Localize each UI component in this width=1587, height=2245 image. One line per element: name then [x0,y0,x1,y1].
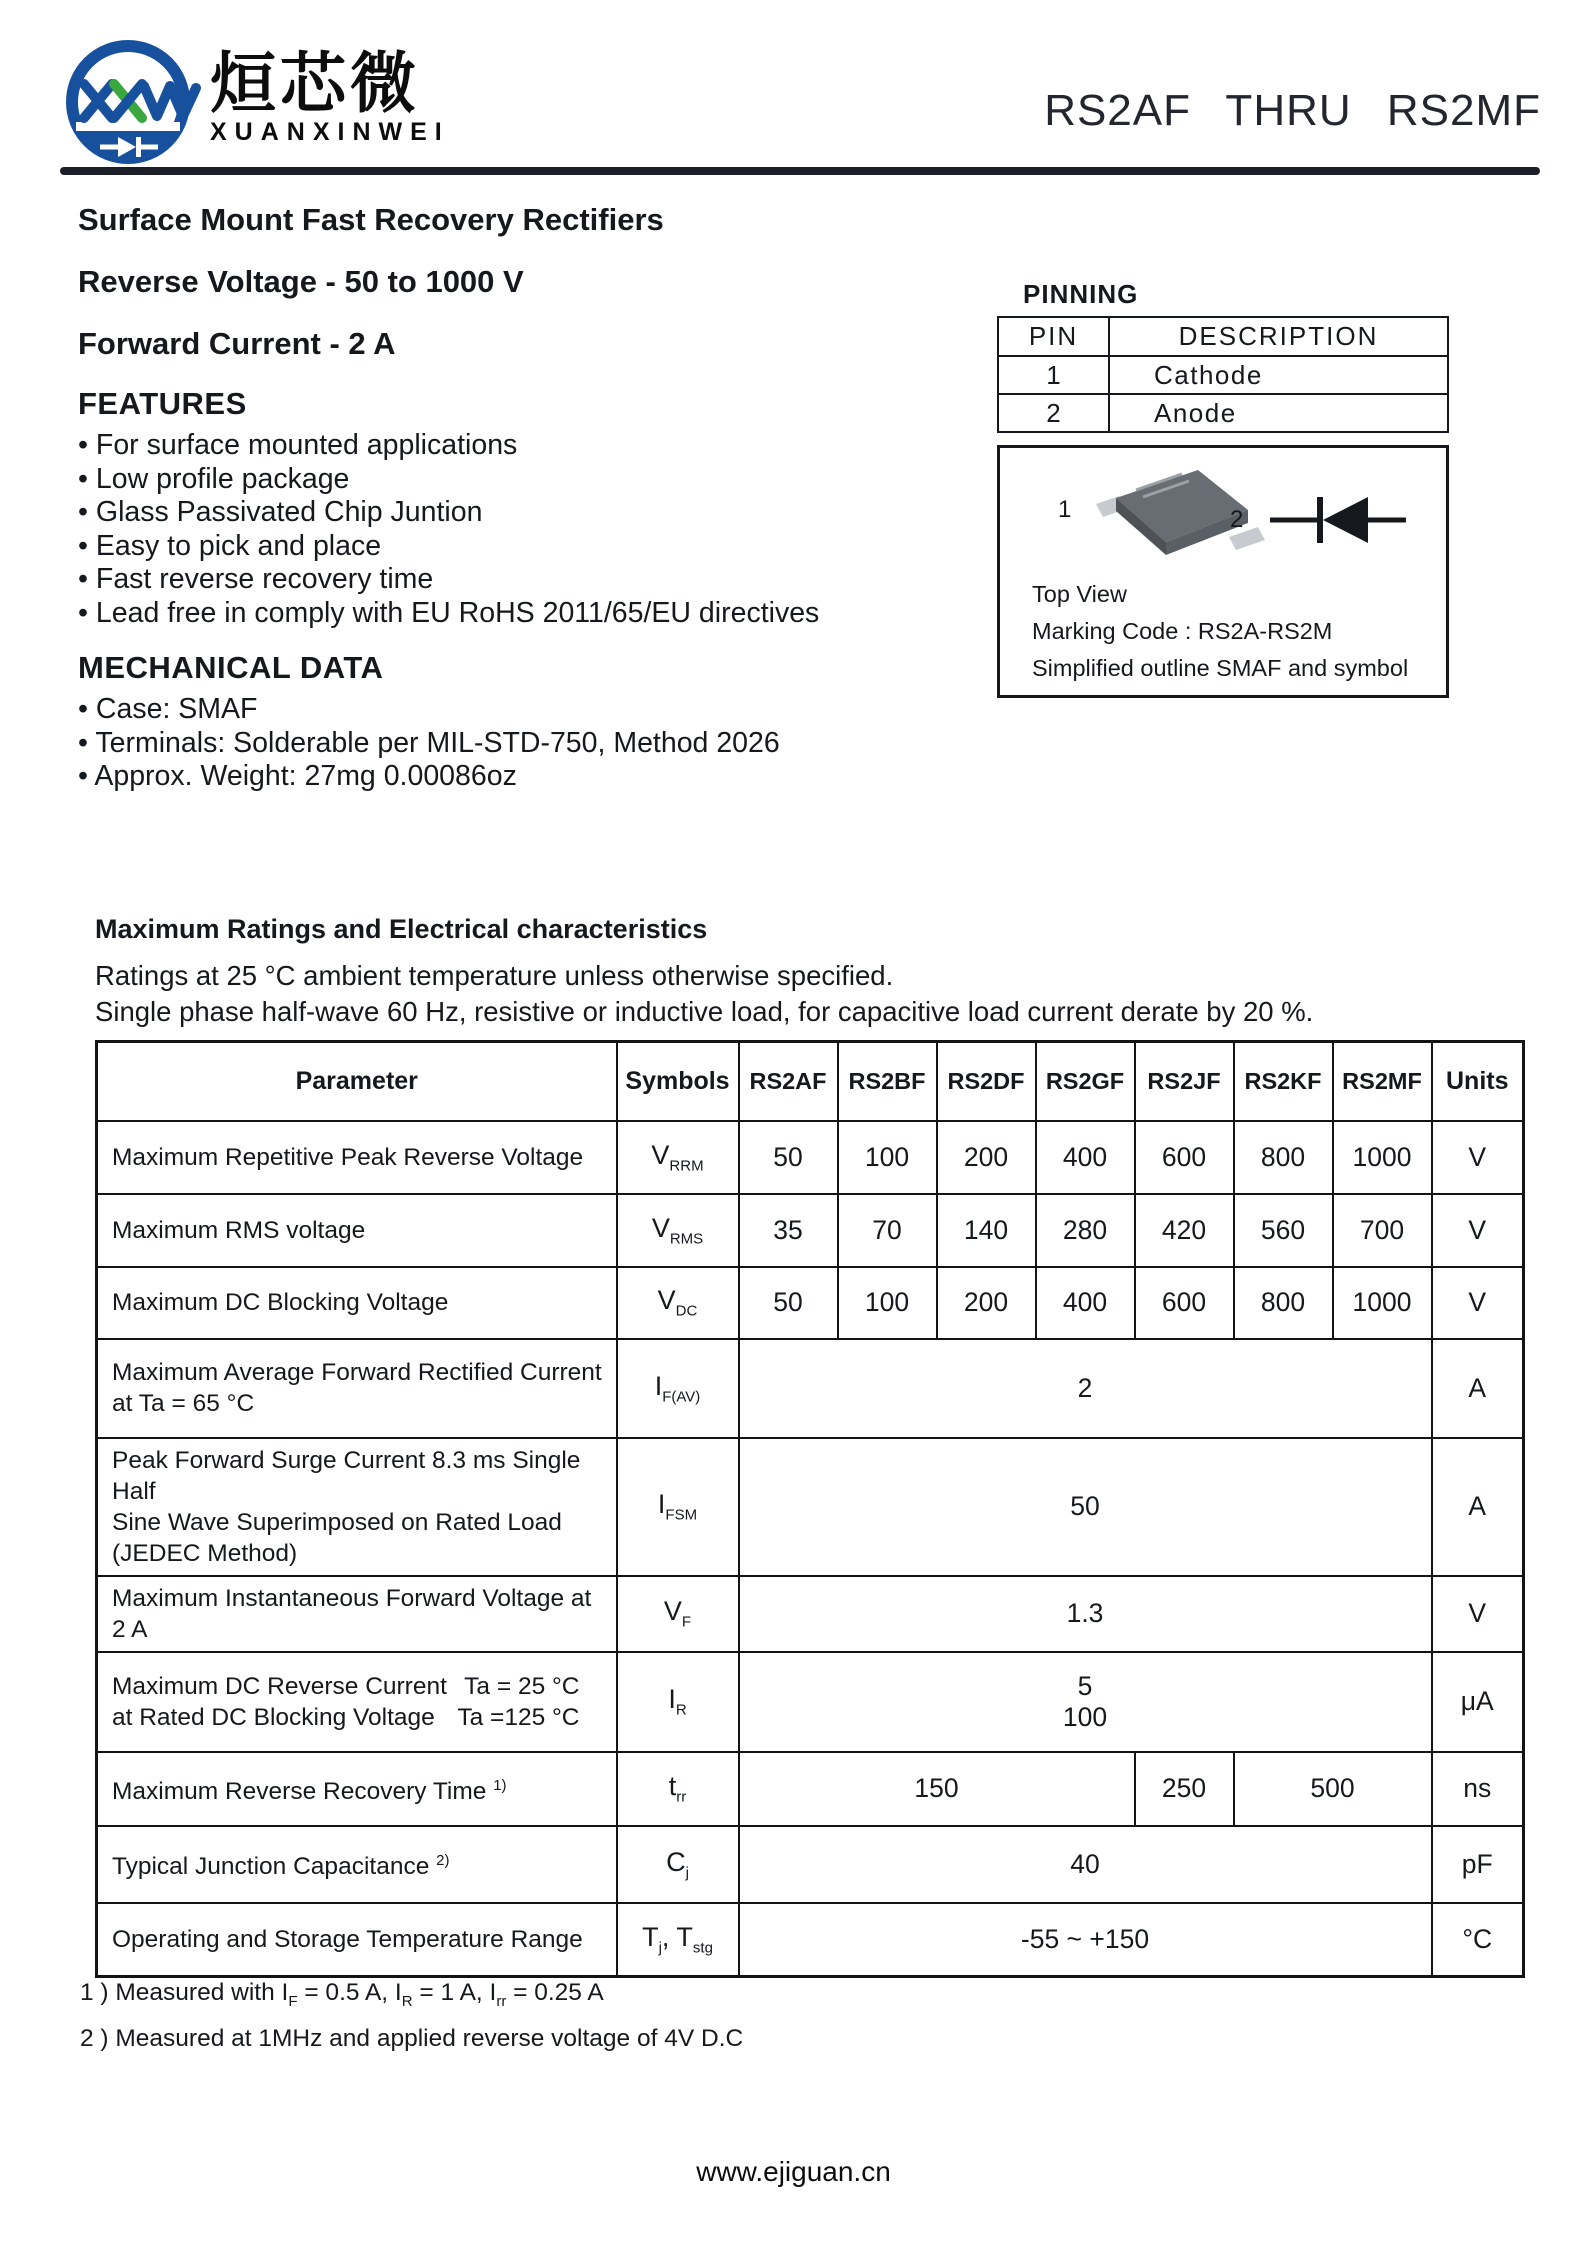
value-cell: 40 [739,1826,1432,1903]
col-header-symbols: Symbols [617,1042,739,1121]
package-note-marking-code: Marking Code : RS2A-RS2M [1032,618,1333,644]
package-note-outline: Simplified outline SMAF and symbol [1032,655,1409,681]
value-cell: 1.3 [739,1576,1432,1652]
value-cell: 1000 [1333,1267,1432,1339]
ratings-note: Single phase half-wave 60 Hz, resistive or inductive load, for capacitive load current derate by 20 %. [95,996,1314,1027]
footnotes [80,1974,743,2057]
feature-item: • Glass Passivated Chip Juntion [78,496,819,530]
param-cell [97,1826,617,1903]
unit-cell: pF [1432,1826,1524,1903]
ratings-intro [95,914,1313,1030]
param-cell [97,1194,617,1267]
brand-name-cn: 烜芯微 [210,46,420,120]
brand-logo [60,34,450,172]
param-text: Maximum DC Reverse Current Ta = 25 °C [112,1672,580,1700]
param-text: at Rated DC Blocking Voltage Ta =125 °C [112,1703,580,1731]
summary-line: Reverse Voltage - 50 to 1000 V [78,264,524,299]
symbol-cell: $I_{FSM}$ [617,1438,739,1576]
pinning-row [998,394,1448,432]
mechanical-item: • Case: SMAF [78,693,780,727]
col-header-part: RS2KF [1234,1042,1333,1121]
pinning-heading: PINNING [1023,279,1139,309]
features-heading: FEATURES [78,386,247,421]
value-cell: 200 [937,1121,1036,1194]
param-text: at Ta = 65 °C [112,1390,255,1417]
product-summary [78,202,664,388]
symbol-cell: $t_{rr}$ [617,1752,739,1826]
param-text: Maximum Reverse Recovery Time [112,1778,487,1806]
value-cell: 400 [1036,1121,1135,1194]
value-cell: 50 [739,1121,838,1194]
value-cell: 600 [1135,1121,1234,1194]
feature-item: • Lead free in comply with EU RoHS 2011/65/EU directives [78,597,819,631]
value-cell: 50 [739,1438,1432,1576]
pinning-row [998,356,1448,394]
features-list [78,429,819,630]
value-cell: 250 [1135,1752,1234,1826]
value-cell: 500 [1234,1752,1432,1826]
pin-column-header: PIN [998,317,1109,356]
param-cell [97,1267,617,1339]
unit-cell: A [1432,1438,1524,1576]
value-cell: 200 [937,1267,1036,1339]
param-cell [97,1576,617,1652]
value-cell: 100 [838,1121,937,1194]
value-cell: 420 [1135,1194,1234,1267]
pin-description: Anode [1109,394,1448,432]
symbol-cell: $T_j$, $T_{stg}$ [617,1903,739,1977]
param-text: Peak Forward Surge Current 8.3 ms Single Half [112,1446,581,1505]
col-header-part: RS2DF [937,1042,1036,1121]
symbol-cell: $I_R$ [617,1652,739,1752]
param-text: Typical Junction Capacitance [112,1853,430,1881]
feature-item: • For surface mounted applications [78,429,819,463]
ratings-heading: Maximum Ratings and Electrical characteristics [95,914,708,944]
value-cell: 5 100 [739,1652,1432,1752]
feature-item: • Easy to pick and place [78,530,819,564]
table-row-vrms [97,1194,1524,1267]
param-text: Maximum Instantaneous Forward Voltage at 2 A [112,1584,592,1643]
unit-cell: V [1432,1121,1524,1194]
description-column-header: DESCRIPTION [1109,317,1448,356]
col-header-part: RS2BF [838,1042,937,1121]
param-cell [97,1438,617,1576]
col-header-part: RS2JF [1135,1042,1234,1121]
value-cell: 50 [739,1267,838,1339]
pin-description: Cathode [1109,356,1448,394]
value-cell: 800 [1234,1267,1333,1339]
param-cell [97,1339,617,1438]
table-row-ifav [97,1339,1524,1438]
value-cell: 2 [739,1339,1432,1438]
footer-url: www.ejiguan.cn [696,2156,891,2187]
package-note-top-view: Top View [1032,581,1127,607]
mechanical-data-section [78,650,780,794]
value-cell: 70 [838,1194,937,1267]
diode-symbol-icon [1270,492,1406,548]
value-cell: 150 [739,1752,1135,1826]
value-cell: 600 [1135,1267,1234,1339]
value-cell: 400 [1036,1267,1135,1339]
brand-name-en: XUANXINWEI [210,118,450,146]
value-cell: 560 [1234,1194,1333,1267]
ratings-table [95,1040,1525,1978]
unit-cell: ns [1432,1752,1524,1826]
col-header-part: RS2GF [1036,1042,1135,1121]
header-divider [60,167,1540,175]
symbol-cell: $V_{RRM}$ [617,1121,739,1194]
mechanical-list [78,693,780,794]
feature-item: • Low profile package [78,463,819,497]
package-pin2-label: 2 [1230,506,1244,533]
param-cell [97,1903,617,1977]
package-outline-box [997,445,1449,698]
feature-item: • Fast reverse recovery time [78,563,819,597]
ratings-note: Ratings at 25 °C ambient temperature unless otherwise specified. [95,960,894,991]
col-header-part: RS2MF [1333,1042,1432,1121]
mechanical-heading: MECHANICAL DATA [78,650,384,685]
param-cell [97,1121,617,1194]
value-cell: -55 ~ +150 [739,1903,1432,1977]
table-row-ir [97,1652,1524,1752]
value-cell: 800 [1234,1121,1333,1194]
symbol-cell: $I_{F(AV)}$ [617,1339,739,1438]
brand-logo-icon [60,34,202,172]
unit-cell: A [1432,1339,1524,1438]
symbol-cell: $V_F$ [617,1576,739,1652]
mechanical-item: • Approx. Weight: 27mg 0.00086oz [78,760,780,794]
table-row-cj [97,1826,1524,1903]
table-row-vdc [97,1267,1524,1339]
table-row-vrrm [97,1121,1524,1194]
summary-line: Forward Current - 2 A [78,326,396,361]
unit-cell: V [1432,1267,1524,1339]
unit-cell: μA [1432,1652,1524,1752]
symbol-cell: $V_{RMS}$ [617,1194,739,1267]
param-text: Maximum RMS voltage [112,1216,366,1244]
pin-number: 1 [998,356,1109,394]
value-cell: 1000 [1333,1121,1432,1194]
value-cell: 280 [1036,1194,1135,1267]
unit-cell: V [1432,1194,1524,1267]
col-header-units: Units [1432,1042,1524,1121]
mechanical-item: • Terminals: Solderable per MIL-STD-750, Method 2026 [78,727,780,761]
table-row-tstg [97,1903,1524,1977]
symbol-cell: $V_{DC}$ [617,1267,739,1339]
param-text: Operating and Storage Temperature Range [112,1925,583,1953]
param-text: Sine Wave Superimposed on Rated Load [112,1508,562,1536]
table-row-vf [97,1576,1524,1652]
package-pin1-label: 1 [1058,496,1072,523]
param-text: Maximum Average Forward Rectified Current [112,1359,602,1386]
footnote-2: 2 ) Measured at 1MHz and applied reverse voltage of 4V D.C [80,2024,744,2052]
smaf-package-icon [1082,456,1272,568]
part-number-title: RS2AF THRU RS2MF [1044,86,1541,135]
features-section [78,386,819,630]
param-text: Maximum DC Blocking Voltage [112,1289,449,1316]
table-row-ifsm [97,1438,1524,1576]
pin-number: 2 [998,394,1109,432]
symbol-cell: $C_j$ [617,1826,739,1903]
param-text: Maximum Repetitive Peak Reverse Voltage [112,1143,584,1171]
pinning-table [997,316,1449,433]
unit-cell: V [1432,1576,1524,1652]
brand-name [210,48,450,147]
value-cell: 35 [739,1194,838,1267]
value-cell: 140 [937,1194,1036,1267]
package-notes [1032,576,1408,687]
col-header-parameter: Parameter [97,1042,617,1121]
value-cell: 700 [1333,1194,1432,1267]
footnote-marker: 1) [493,1776,507,1794]
summary-line: Surface Mount Fast Recovery Rectifiers [78,202,664,237]
footnote-marker: 2) [436,1852,450,1870]
col-header-part: RS2AF [739,1042,838,1121]
param-cell [97,1752,617,1826]
footnote-1: 1 ) Measured with $I_F = 0.5$ A, $I_R = 1$ A, $I_{rr} = 0.25$ A [80,1979,604,2010]
param-text: (JEDEC Method) [112,1539,298,1567]
unit-cell: °C [1432,1903,1524,1977]
table-header-row [97,1042,1524,1121]
pinning-header-row [998,317,1448,356]
param-cell [97,1652,617,1752]
table-row-trr [97,1752,1524,1826]
value-cell: 100 [838,1267,937,1339]
